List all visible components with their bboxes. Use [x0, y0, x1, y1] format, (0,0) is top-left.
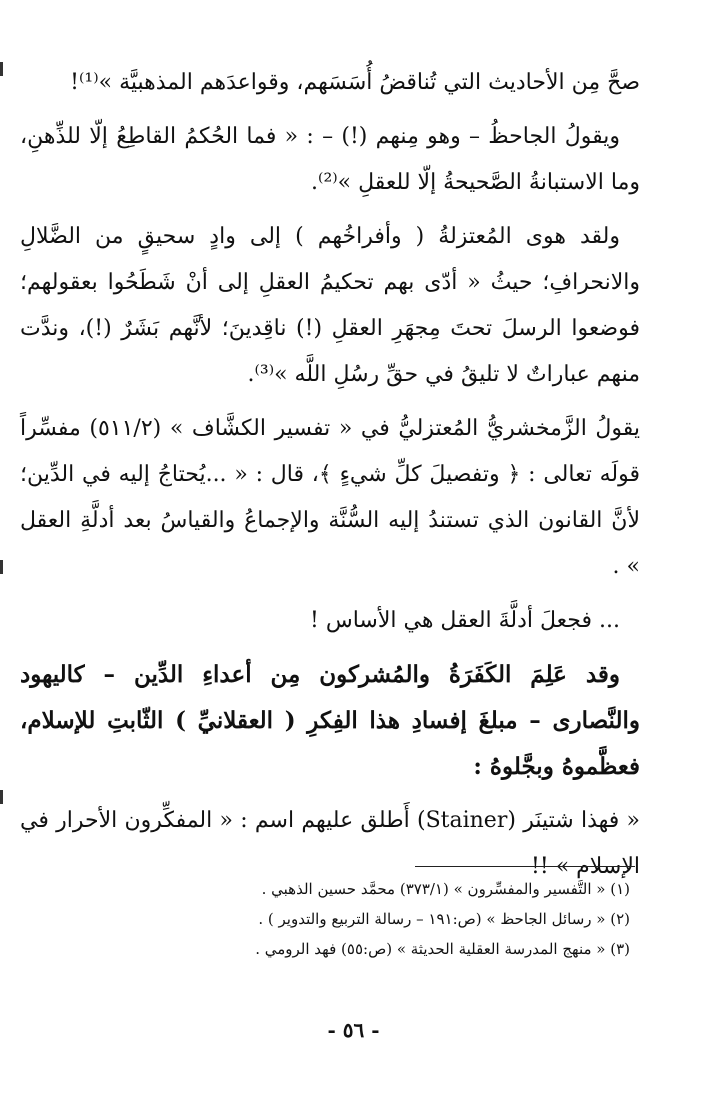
- footnote-2: (٢) « رسائل الجاحظ » (ص:١٩١ – رسالة التربيع والتدوير ) .: [258, 910, 630, 928]
- footnote-separator: [415, 866, 635, 867]
- paragraph-2: ويقولُ الجاحظُ – وهو مِنهم (!) – : « فما الحُكمُ القاطِعُ إلّا للذِّهنِ، وما الاستبانةُ الصَّحيحةُ إلّا للعقلِ »⁽²⁾.: [20, 124, 640, 195]
- margin-mark: [0, 790, 3, 804]
- margin-mark: [0, 62, 3, 76]
- footnote-1: (١) « التَّفسير والمفسِّرون » (٣٧٣/١) محمَّد حسين الذهبي .: [261, 880, 630, 898]
- paragraph-5: ... فجعلَ أدلَّةَ العقل هي الأساس !: [310, 608, 620, 633]
- document-body: [20, 60, 640, 898]
- margin-mark: [0, 560, 3, 574]
- footnote-3: (٣) « منهج المدرسة العقلية الحديثة » (ص:٥٥) فهد الرومي .: [255, 940, 630, 958]
- footnotes: [40, 874, 630, 964]
- paragraph-7: « فهذا شتينَر (Stainer) أَطلق عليهم اسم : « المفكِّرون الأحرار في الإسلام » !!: [20, 808, 641, 879]
- page-number: - ٥٦ -: [327, 1018, 380, 1042]
- paragraph-4: يقولُ الزَّمخشريُّ المُعتزليُّ في « تفسير الكشَّاف » (٥١١/٢) مفسِّراً قولَه تعالى : ﴿ وتفصيلَ كلِّ شيءٍ ﴾، قال : « ...يُحتاجُ إليه في الدِّين؛ لأنَّ القانون الذي تستندُ إليه السُّنَّة والإجماعُ والقياسُ بعد أدلَّةِ العقل » .: [20, 416, 640, 579]
- paragraph-1: صحَّ مِن الأحاديث التي تُناقضُ أُسَسَهم، وقواعدَهم المذهبيَّة »⁽¹⁾!: [70, 70, 640, 95]
- paragraph-6: وقد عَلِمَ الكَفَرَةُ والمُشركون مِن أعداءِ الدِّين – كاليهود والنَّصارى – مبلغَ إفسادِ هذا الفِكرِ ( العقلانيِّ ) الثّابتِ للإسلام، فعظَّموهُ وبجَّلوهُ :: [20, 661, 640, 780]
- paragraph-3: ولقد هوى المُعتزلةُ ( وأفراخُهم ) إلى وادٍ سحيقٍ من الضَّلالِ والانحرافِ؛ حيثُ « أدّى بهم تحكيمُ العقلِ إلى أنْ شَطَحُوا بعقولهم؛ فوضعوا الرسلَ تحتَ مِجهَرِ العقلِ (!) ناقِدينَ؛ لأنَّهم بَشَرٌ (!)، وندَّت منهم عباراتٌ لا تليقُ في حقِّ رسُلِ اللَّه »⁽³⁾.: [20, 224, 640, 387]
